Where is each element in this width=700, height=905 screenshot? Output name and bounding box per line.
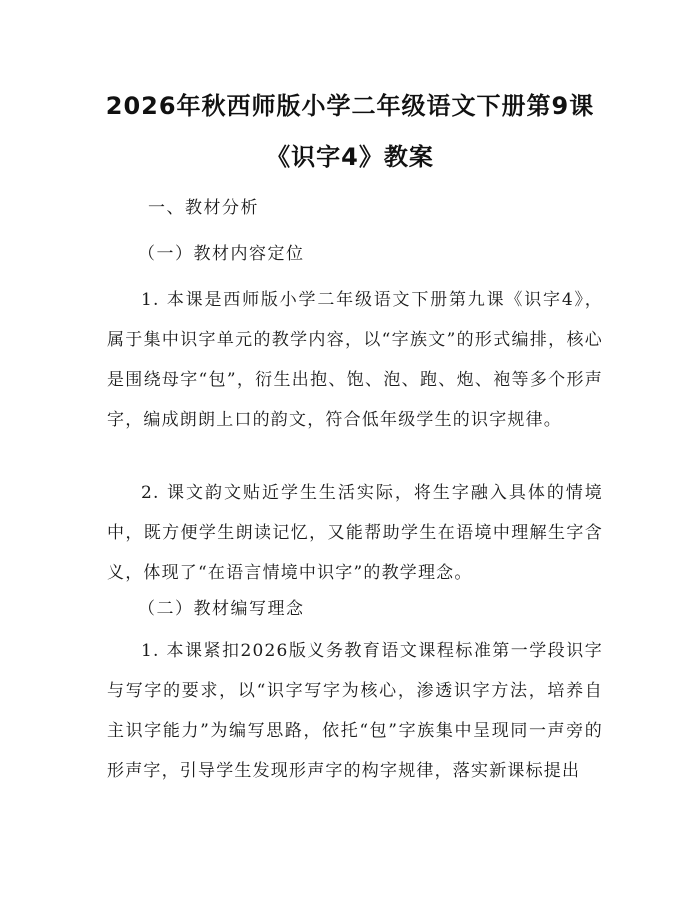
subsection-heading-compilation-concept: （二）教材编写理念 — [138, 599, 305, 619]
section-heading-textbook-analysis: 一、教材分析 — [148, 198, 259, 218]
paragraph-3: 1. 本课紧扣2026版义务教育语文课程标准第一学段识字与写字的要求，以“识字写字为核心，渗透识字方法，培养自主识字能力”为编写思路，依托“包”字族集中呈现同一声旁的形声字，引导学生发现形声字的构字规律，落实新课标提出 — [107, 641, 603, 781]
paragraph-2: 2. 课文韵文贴近学生生活实际，将生字融入具体的情境中，既方便学生朗读记忆，又能帮助学生在语境中理解生字含义，体现了“在语言情境中识字”的教学理念。 — [107, 483, 603, 583]
paragraph-1: 1. 本课是西师版小学二年级语文下册第九课《识字4》，属于集中识字单元的教学内容，以“字族文”的形式编排，核心是围绕母字“包”，衍生出抱、饱、泡、跑、炮、袍等多个形声字，编成朗朗上口的韵文，符合低年级学生的识字规律。 — [107, 290, 603, 430]
document-title-line2: 《识字4》教案 — [266, 143, 434, 171]
document-title-line1: 2026年秋西师版小学二年级语文下册第9课 — [105, 92, 595, 120]
subsection-heading-content-positioning: （一）教材内容定位 — [138, 244, 305, 264]
